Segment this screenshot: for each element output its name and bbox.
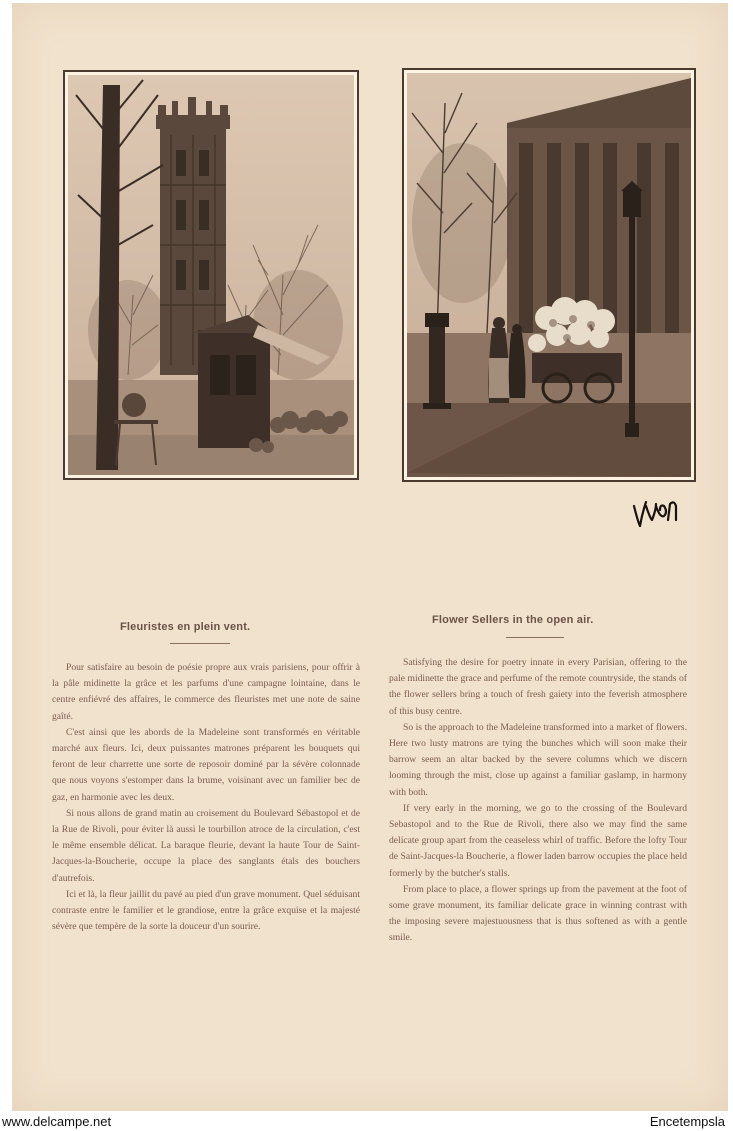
french-paragraph: Pour satisfaire au besoin de poésie propre aux vrais parisiens, pour offrir à la pâle midinette la grâce et les parfums d'une campagne lointaine, dans le centre enfiévré des affaires, le commerce des fleuristes met une note de saine gaîté. <box>52 662 360 722</box>
photographer-signature <box>630 492 680 532</box>
english-paragraph: Satisfying the desire for poetry innate in every Parisian, offering to the pale midinette the grace and perfume of the remote countryside, the stands of the flower sellers bring a touch of fresh gaiety into the feverish atmosphere of this busy centre. <box>389 657 687 717</box>
french-text <box>52 660 360 935</box>
tower-scene-image <box>68 75 354 475</box>
english-paragraph: From place to place, a flower springs up from the pavement at the foot of some grave monument, its familiar delicate grace in winning contrast with the imposing severe majestuousness that is thus softened as with a gentle smile. <box>389 883 687 944</box>
french-paragraph: C'est ainsi que les abords de la Madeleine sont transformés en véritable marché aux fleurs. Ici, deux puissantes matrones préparent les bouquets qui feront de leur charrette une sorte de reposoir dominé par la sévère colonnade que nous voyons s'estomper dans la brume, voisinant avec un familier bec de gaz, en harmonie avec les deux. <box>52 726 360 803</box>
photo-tour-saint-jacques <box>63 70 359 480</box>
english-paragraph: So is the approach to the Madeleine transformed into a market of flowers. Here two lusty matrons are tying the bunches which will soon make their barrow seem an altar backed by the severe columns which we discern looming through the mist, close up against a familiar gaslamp, in harmony with both. <box>389 721 687 798</box>
english-text <box>389 655 687 947</box>
footer-source-url: www.delcampe.net <box>2 1114 112 1129</box>
madeleine-scene-image <box>407 73 691 477</box>
french-title: Fleuristes en plein vent. <box>120 621 251 633</box>
english-title-rule <box>506 637 564 638</box>
english-paragraph: If very early in the morning, we go to the crossing of the Boulevard Sebastopol and to the Rue de Rivoli, there also we may find the same delicate group apart from the ceaseless whirl of traffic. Before the lofty Tour de Saint-Jacques-la Boucherie, a flower laden barrow occupies the place held formerly by the butcher's stalls. <box>389 802 687 879</box>
english-title: Flower Sellers in the open air. <box>432 614 594 626</box>
footer-seller-name: Encetempsla <box>649 1114 725 1129</box>
photo-madeleine <box>402 68 696 482</box>
french-title-rule <box>170 643 230 644</box>
french-paragraph: Si nous allons de grand matin au croisement du Boulevard Sébastopol et de la Rue de Rivoli, pour éviter là aussi le tourbillon atroce de la circulation, c'est le même ensemble délicat. La baraque fleurie, devant la haute Tour de Saint-Jacques-la-Boucherie, occupe la place des sanglants étals des bouchers d'autrefois. <box>52 807 360 884</box>
french-paragraph: Ici et là, la fleur jaillit du pavé au pied d'un grave monument. Quel séduisant contraste entre le familier et le grandiose, entre la grâce exquise et la majesté sévère que tempère de la sorte la douceur d'un sourire. <box>52 888 360 933</box>
